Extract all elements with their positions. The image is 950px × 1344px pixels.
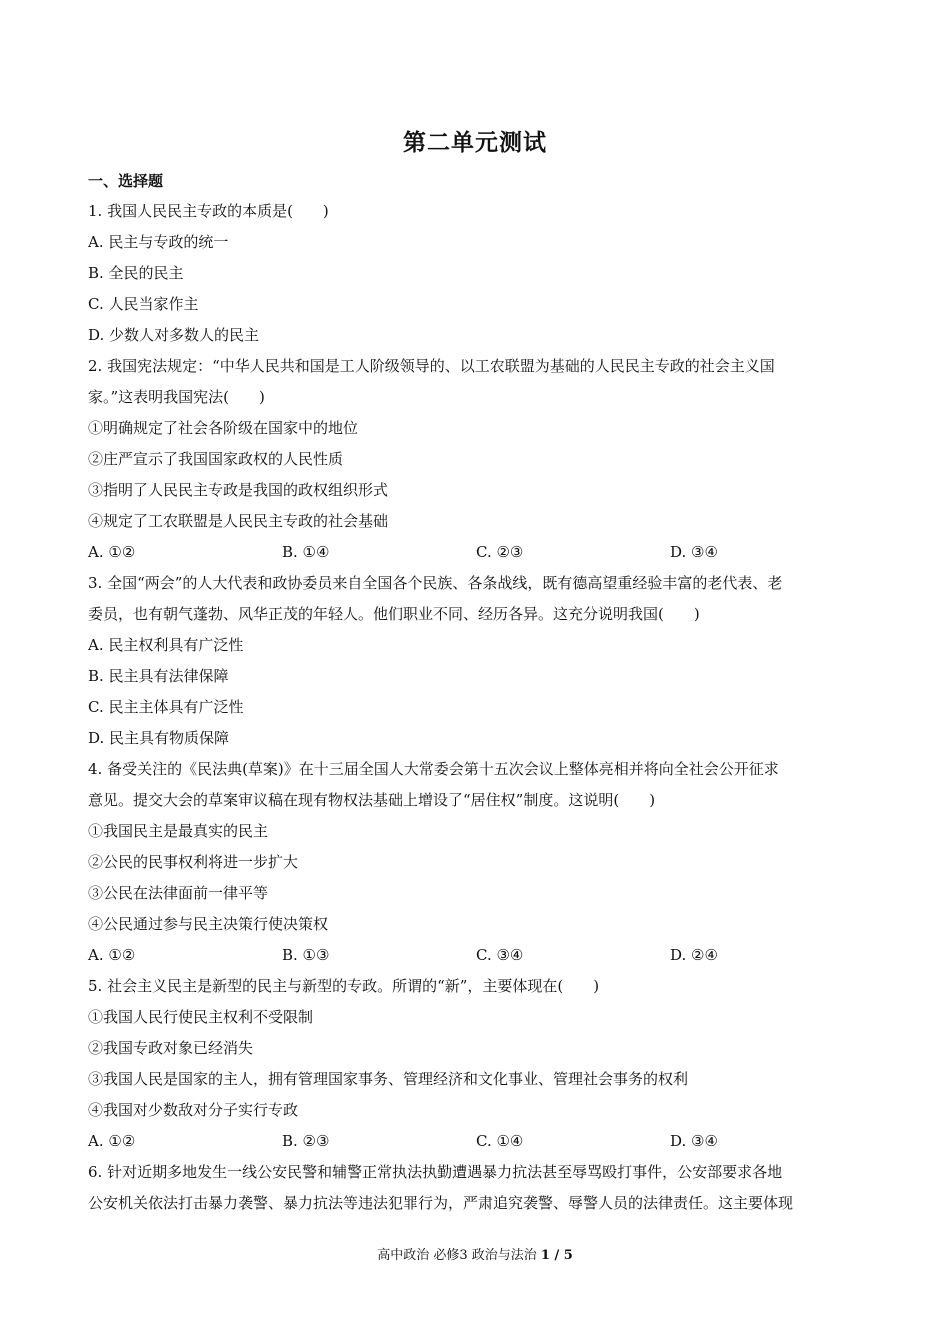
question-1-option-c: C. 人民当家作主 bbox=[88, 295, 199, 313]
question-4-options bbox=[88, 940, 864, 971]
question-4-stem: 4. 备受关注的《民法典(草案)》在十三届全国人大常委会第十五次会议上整体亮相并将向全社会公开征求 bbox=[88, 760, 779, 778]
question-5-option-a: A. ①② bbox=[88, 1132, 136, 1150]
question-1-stem: 1. 我国人民民主专政的本质是( ) bbox=[88, 202, 329, 220]
question-5-stem: 5. 社会主义民主是新型的民主与新型的专政。所谓的“新”，主要体现在( ) bbox=[88, 977, 600, 995]
question-4-option-d: D. ②④ bbox=[670, 946, 718, 964]
question-2-option-a: A. ①② bbox=[88, 543, 136, 561]
question-5-statement-1: ①我国人民行使民主权利不受限制 bbox=[88, 1008, 314, 1026]
question-6-stem: 6. 针对近期多地发生一线公安民警和辅警正常执法执勤遭遇暴力抗法甚至辱骂殴打事件，公安部要求各地 bbox=[88, 1163, 783, 1181]
question-3-option-b: B. 民主具有法律保障 bbox=[88, 667, 229, 685]
footer-separator: / bbox=[549, 1248, 564, 1263]
question-2-option-c: C. ②③ bbox=[476, 543, 524, 561]
question-3-stem: 3. 全国“两会”的人大代表和政协委员来自全国各个民族、各条战线，既有德高望重经验丰富的老代表、老 bbox=[88, 574, 783, 592]
question-4-stem-cont: 意见。提交大会的草案审议稿在现有物权法基础上增设了“居住权”制度。这说明( ) bbox=[88, 791, 656, 809]
question-6-stem-cont: 公安机关依法打击暴力袭警、暴力抗法等违法犯罪行为，严肃追究袭警、辱警人员的法律责任。这主要体现 bbox=[88, 1194, 794, 1212]
question-2-stem: 2. 我国宪法规定：“中华人民共和国是工人阶级领导的、以工农联盟为基础的人民民主专政的社会主义国 bbox=[88, 357, 775, 375]
question-2-statement-4: ④规定了工农联盟是人民民主专政的社会基础 bbox=[88, 512, 389, 530]
question-2-statement-2: ②庄严宣示了我国国家政权的人民性质 bbox=[88, 450, 344, 468]
question-4-option-a: A. ①② bbox=[88, 946, 136, 964]
question-5-option-d: D. ③④ bbox=[670, 1132, 718, 1150]
question-5-options bbox=[88, 1126, 864, 1157]
footer-page-number: 1 bbox=[540, 1248, 550, 1263]
question-5-option-c: C. ①④ bbox=[476, 1132, 524, 1150]
question-3-option-c: C. 民主主体具有广泛性 bbox=[88, 698, 244, 716]
page-footer bbox=[0, 1244, 950, 1263]
question-1-option-b: B. 全民的民主 bbox=[88, 264, 184, 282]
question-4-option-c: C. ③④ bbox=[476, 946, 524, 964]
footer-page-total: 5 bbox=[563, 1248, 573, 1263]
question-2-statement-1: ①明确规定了社会各阶级在国家中的地位 bbox=[88, 419, 359, 437]
question-4-option-b: B. ①③ bbox=[282, 946, 330, 964]
page-title: 第二单元测试 bbox=[403, 129, 547, 156]
section-heading: 一、选择题 bbox=[88, 172, 164, 190]
question-5-statement-4: ④我国对少数敌对分子实行专政 bbox=[88, 1101, 299, 1119]
question-2-statement-3: ③指明了人民民主专政是我国的政权组织形式 bbox=[88, 481, 389, 499]
question-1-option-d: D. 少数人对多数人的民主 bbox=[88, 326, 260, 344]
question-4-statement-1: ①我国民主是最真实的民主 bbox=[88, 822, 269, 840]
question-1-option-a: A. 民主与专政的统一 bbox=[88, 233, 229, 251]
question-5-statement-2: ②我国专政对象已经消失 bbox=[88, 1039, 254, 1057]
question-4-statement-2: ②公民的民事权利将进一步扩大 bbox=[88, 853, 299, 871]
question-4-statement-3: ③公民在法律面前一律平等 bbox=[88, 884, 269, 902]
question-3-option-a: A. 民主权利具有广泛性 bbox=[88, 636, 244, 654]
question-2-option-b: B. ①④ bbox=[282, 543, 330, 561]
question-5-option-b: B. ②③ bbox=[282, 1132, 330, 1150]
question-2-options bbox=[88, 537, 864, 568]
question-3-stem-cont: 委员，也有朝气蓬勃、风华正茂的年轻人。他们职业不同、经历各异。这充分说明我国( ) bbox=[88, 605, 700, 623]
question-4-statement-4: ④公民通过参与民主决策行使决策权 bbox=[88, 915, 329, 933]
footer-course: 高中政治 必修3 政治与法治 bbox=[377, 1248, 537, 1263]
question-3-option-d: D. 民主具有物质保障 bbox=[88, 729, 230, 747]
question-2-option-d: D. ③④ bbox=[670, 543, 718, 561]
question-list bbox=[88, 196, 864, 1219]
question-5-statement-3: ③我国人民是国家的主人，拥有管理国家事务、管理经济和文化事业、管理社会事务的权利 bbox=[88, 1070, 689, 1088]
question-2-stem-cont: 家。”这表明我国宪法( ) bbox=[88, 388, 265, 406]
